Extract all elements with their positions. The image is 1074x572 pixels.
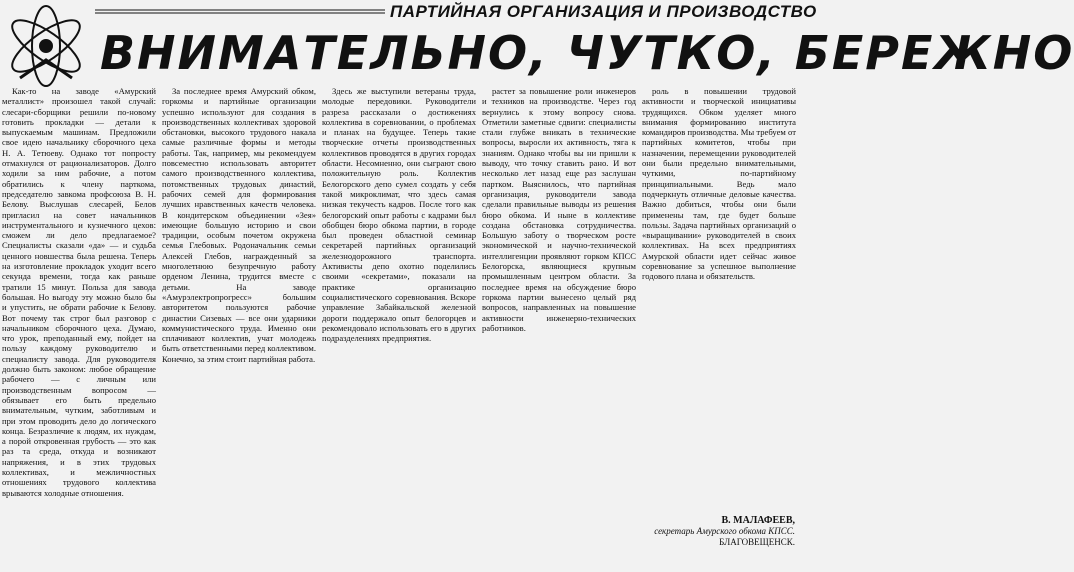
paragraph: Как-то на заводе «Амурский металлист» произошел такой случай: слесари-сборщики решили по-новому готовить прокладки — детали к выпускаемым машинам. Предложили свое идею начальнику сборочного цеха Н. А. Тетюеву. Однако тот попросту отмахнулся от рационализаторов. Долго ходили за ним рабочие, а потом обратились к члену парткома, председателю завкома профсоюза В. Н. Белову. Выслушав слесарей, Белов пригласил на совет начальников инструментального и кузнечного цехов: сможем ли дело предлагаемое? Специалисты сказали «да» — и судьба ценного новшества была решена. Теперь на изготовление прокладок уходит всего секунда времени, тогда как раньше тратили 15 минут. Польза для завода большая. Но выгоду эту можно было бы и упустить, не обрати рабочие к Белову. Вот почему так строг был разговор с начальником сборочного цеха. Думаю, что урок, преподанный ему, пойдет на пользу каждому руководителю и специалисту завода. Для руководителя должно быть законом: любое обращение рабочего — с личным или производственным вопросом — обязывает его быть предельно внимательным, чутким, заботливым и при этом проводить дело до логического конца. Безразличие к людям, их нуждам, а порой откровенная грубость — это как раз та среда, откуда и возникают напряжения, и в этих трудовых коллективах, и межличностных отношениях трудового коллектива врываются холодные отношения. <box>2 86 156 498</box>
article-column-3 <box>322 86 476 556</box>
section-rubric: ПАРТИЙНАЯ ОРГАНИЗАЦИЯ И ПРОИЗВОДСТВО <box>390 2 817 21</box>
article-headline: ВНИМАТЕЛЬНО, ЧУТКО, БЕРЕЖНО <box>100 26 1074 80</box>
author-name: В. МАЛАФЕЕВ, <box>721 515 795 526</box>
atom-emblem-icon <box>0 0 95 92</box>
article-column-4 <box>482 86 636 556</box>
article-body <box>0 86 800 572</box>
paragraph: За последнее время Амурский обком, горкомы и партийные организации успешно используют для создания в производственных коллективах здоровой обстановки, высокого трудового накала самые различные формы и методы работы. Так, например, мы рекомендуем повсеместно использовать авторитет самого производственного коллектива, потомственных трудовых династий, рабочих семей для формирования лучших нравственных качеств человека. В кондитерском объединении «Зея» имеющие большую историю и свои традиции, особым почетом окружена семья Глебовых. Родоначальник семьи Алексей Глебов, награжденный за многолетнюю безупречную работу орденом Ленина, трудится вместе с детьми. На заводе «Амурэлектропрогресс» большим авторитетом пользуются рабочие династии Сизевых — все они ударники коммунистического труда. Именно они сплачивают коллектив, учат молодежь быть ответственными перед коллективом. Конечно, за этим стоит партийная работа. <box>162 86 316 364</box>
paragraph: растет за повышение роли инженеров и техников на производстве. Через год вернулись к этому вопросу снова. Отметили заметные сдвиги: специалисты стали глубже вникать в технические вопросы, выросли их активность, тяга к знаниям. Однако чтобы вы ни пришли к выводу, что точку ставить рано. И вот несколько лет назад еще раз заслушан партком. Выяснилось, что партийная организация, руководители завода сделали правильные выводы из решения бюро обкома. И ныне в коллективе создана обстановка сотрудничества. Большую заботу о творческом росте экономической и научно-технической интеллигенции проявляют горком КПСС Белогорска, являющиеся крупным промышленным центром области. За последнее время на обсуждение бюро горкома партии вынесено целый ряд вопросов, направленных на повышение активности инженерно-технических работников. <box>482 86 636 333</box>
author-title: секретарь Амурского обкома КПСС. <box>654 526 795 536</box>
article-column-2 <box>162 86 316 556</box>
paragraph: Здесь же выступили ветераны труда, молодые передовики. Руководители разреза рассказали о достижениях коллектива в соревновании, о проблемах и планах на будущее. Теперь такие творческие отчеты производственных коллективов проводятся в других городах области. Несомненно, они сыграют свою положительную роль. Коллектив Белогорского депо сумел создать у себя такой микроклимат, что здесь самая низкая текучесть кадров. После того как белогорский опыт работы с кадрами был обобщен бюро обкома партии, в городе был проведен областной семинар секретарей партийных организаций железнодорожного транспорта. Активисты депо охотно поделились своими «секретами», показали на практике организацию социалистического соревнования. Вскоре управление Забайкальской железной дороги поддержало опыт белогорцев и рекомендовало использовать его в других подразделениях предприятия. <box>322 86 476 344</box>
article-column-1 <box>2 86 156 556</box>
dateline-city: БЛАГОВЕЩЕНСК. <box>719 537 795 547</box>
paragraph: роль в повышении трудовой активности и творческой инициативы трудящихся. Обком уделяет много внимания формированию института командиров производства. Мы требуем от партийных комитетов, чтобы при назначении, перемещении руководителей они были предельно внимательными, чуткими, по-партийному принципиальными. Ведь мало подчеркнуть отличные деловые качества. Важно добиться, чтобы они были применены там, где будет больше пользы. Задача партийных организаций о «выращивании» руководителей в своих коллективах. На всех предприятиях Амурской области идет сейчас живое соревнование за успешное выполнение годового плана и обязательств. <box>642 86 796 282</box>
article-column-5 <box>642 86 796 556</box>
author-signature <box>600 515 795 548</box>
